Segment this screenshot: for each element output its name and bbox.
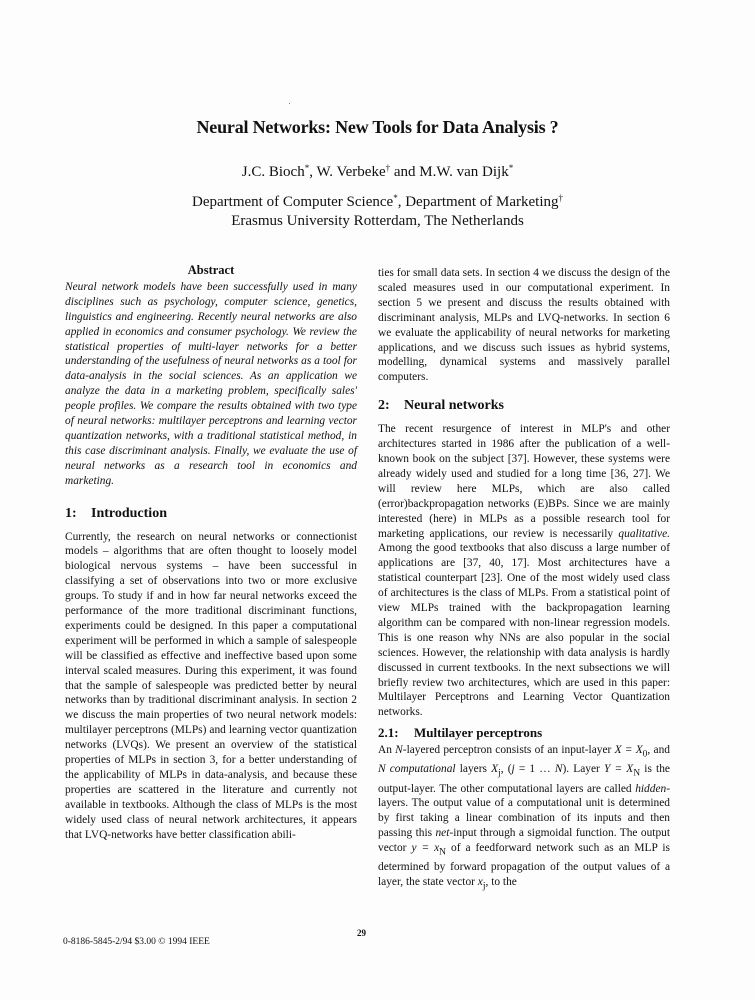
section-title: Introduction <box>91 505 167 521</box>
neural-networks-body: The recent resurgence of interest in MLP's and other architectures started in 1986 after the publication of a well-known book on the subject [37]. However, these systems were already widely used and studied for a long time [36, 27]. We will review here MLPs, which are also called (error)backpropagation networks (E)BPs. Since we are mainly interested (here) in MLPs as a possible research tool for marketing applications, our review is necessarily qualitative. Among the good textbooks that also discuss a large number of applications are [37, 40, 17]. Most architectures have a statistical counterpart [23]. One of the most widely used class of architectures is the class of MLPs. From a statistical point of view MLPs trained with the backpropagation learning algorithm can be compared with non-linear regression models. This is one reason why NNs are also popular in the social sciences. However, the relationship with data analysis is hardly discussed in current textbooks. In the next subsections we will briefly review two architectures, which are used in this paper: Multilayer Perceptrons and Learning Vector Quantization networks. <box>378 423 670 719</box>
subsection-title: Multilayer perceptrons <box>414 725 543 741</box>
affiliation-mark: † <box>558 193 563 203</box>
subsection-heading-multilayer-perceptrons <box>378 726 670 741</box>
department-marketing: , Department of Marketing <box>397 194 559 210</box>
section-title: Neural networks <box>404 398 504 414</box>
introduction-continued: ties for small data sets. In section 4 we discuss the design of the scaled measures used in our computational experiment. In section 5 we present and discuss the results obtained with discriminant analysis, MLPs and LVQ-networks. In section 6 we evaluate the applicability of neural networks for marketing applications, and we discuss such issues as hybrid systems, modelling, dynamical systems and massively parallel computers. <box>378 267 670 384</box>
section-heading-neural-networks <box>378 399 670 414</box>
affiliation-departments <box>0 194 755 211</box>
subsection-number: 2.1: <box>378 725 399 741</box>
scan-speck <box>289 103 290 104</box>
affiliation-mark: * <box>304 163 310 173</box>
paper-title: Neural Networks: New Tools for Data Analysis ? <box>196 117 559 137</box>
affiliation-university: Erasmus University Rotterdam, The Netherlands <box>231 213 524 229</box>
multilayer-perceptrons-body: An N-layered perceptron consists of an input-layer $X = X_0$, and N computational layers $X_j$, (j = 1 … N). Layer $Y = X_N$ is the output-layer. The other computational layers are called hidden-layers. The output value of a computational unit is determined by first taking a linear combination of its inputs and then passing this net-input through a sigmoidal function. The output vector $y = x_N$ of a feedforward network such as an MLP is determined by forward propagation of the output values of a layer, the state vector $x_j$, to the <box>378 744 670 892</box>
left-column <box>65 263 357 843</box>
section-number: 1: <box>65 505 77 521</box>
affiliation-mark: † <box>385 163 391 173</box>
author-list <box>0 164 755 181</box>
right-column <box>378 266 670 894</box>
author-3: and M.W. van Dijk <box>390 164 509 180</box>
author-1: J.C. Bioch <box>241 164 305 180</box>
emphasis-qualitative: qualitative. <box>618 527 670 540</box>
section-heading-introduction <box>65 507 357 522</box>
abstract-body: Neural network models have been successfully used in many disciplines such as psychology, computer science, genetics, linguistics and engineering. Recently neural networks are also applied in economics and consumer psychology. We review the statistical properties of multi-layer networks for a better understanding of the usefulness of neural networks as a tool for data-analysis in the social sciences. As an application we analyze the data in a marketing problem, specifically sales' people profiles. We compare the results obtained with two type of neural networks: multilayer perceptrons and learning vector quantization networks, with a traditional statistical method, in this case discriminant analysis. Finally, we evaluate the use of neural networks as a research tool in economics and marketing. <box>65 280 357 487</box>
department-cs: Department of Computer Science <box>192 194 394 210</box>
introduction-body: Currently, the research on neural networks or connectionist models – algorithms that are often thought to loosely model biological nervous systems – have been successful in classifying a set of observations into two or more exclusive groups. To study if and in how far neural networks exceed the performance of the more traditional discriminant functions, experiments could be designed. In this paper a computational experiment will be performed in which a sample of salespeople will be classified as effective and ineffective based upon some interval scaled measures. During this experiment, it was found that the sample of salespeople was predicted better by neural networks than by traditional discriminant analysis. In section 2 we discuss the main properties of two neural network models: multilayer perceptrons (MLPs) and learning vector quantization networks (LVQs). We present an overview of the statistical properties of MLPs in section 3, for a better understanding of the applicability of MLPs in data-analysis, and because these properties are scattered in the literature and currently not available in textbooks. Although the class of MLPs is the most widely used class of neural network architectures, it appears that LVQ-networks have better classification abili- <box>65 530 357 841</box>
affiliation-mark: * <box>508 163 514 173</box>
section-number: 2: <box>378 398 390 414</box>
affiliation-mark: * <box>393 193 398 203</box>
author-2: , W. Verbeke <box>309 164 386 180</box>
page-number: 29 <box>357 928 366 938</box>
copyright-notice: 0-8186-5845-2/94 $3.00 © 1994 IEEE <box>63 937 210 947</box>
abstract-heading: Abstract <box>187 263 235 277</box>
